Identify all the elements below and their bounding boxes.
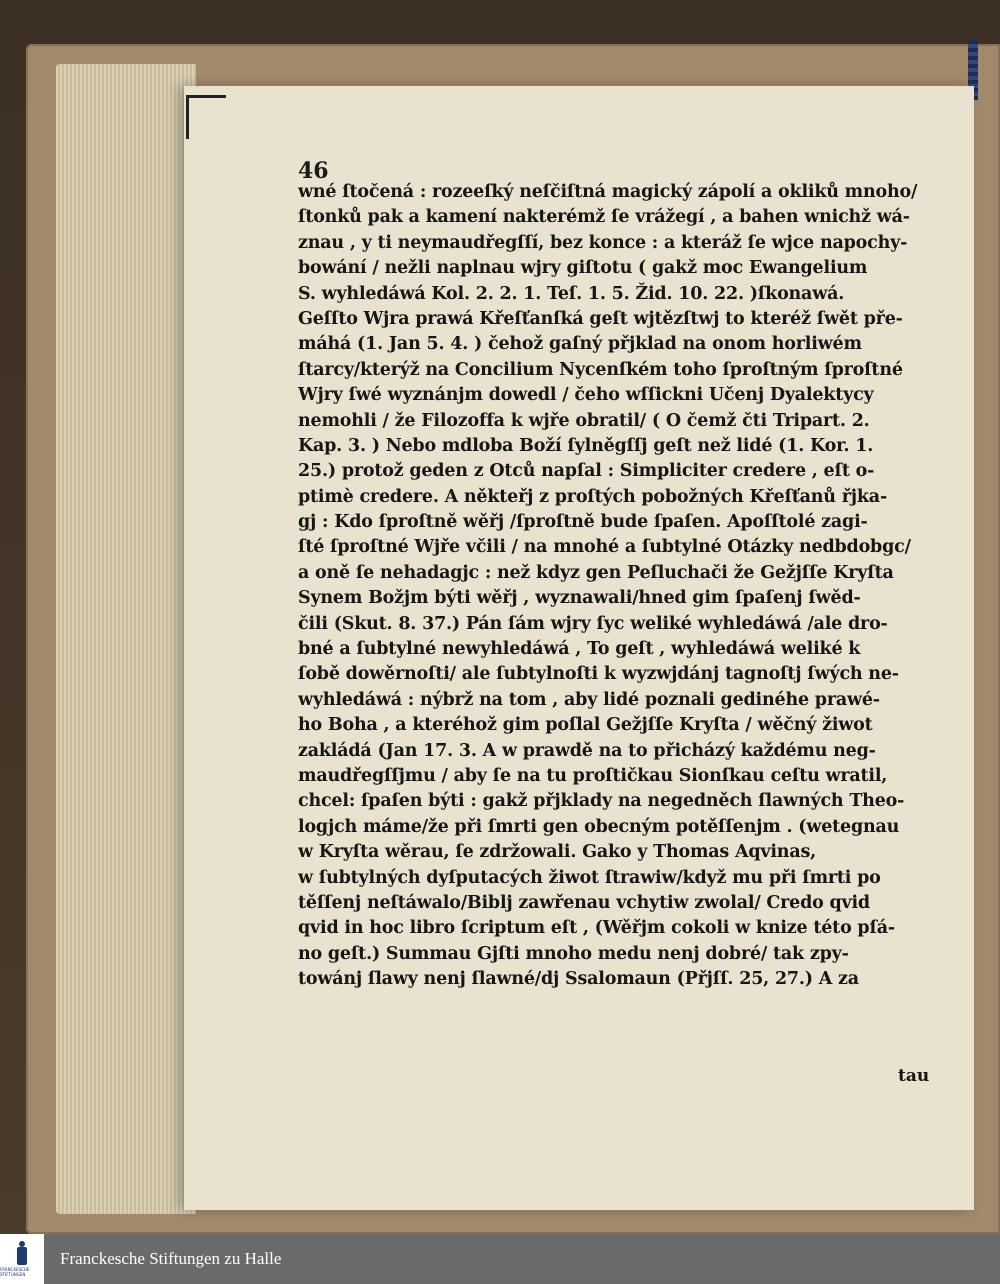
text-line: ptimè credere. A někteřj z proſtých pobožných Křeſťanů řjka- (298, 486, 888, 507)
text-line: no geſt.) Summau Gjſti mnoho medu nenj dobré/ tak zpy- (298, 943, 849, 964)
text-line: zakládá (Jan 17. 3. A w prawdě na to přicházý každému neg- (298, 740, 876, 761)
text-line: a oně ſe nehadagjc : než kdyz gen Peſluchači že Gežjſſe Kryſta (298, 562, 894, 583)
text-line: qvid in hoc libro ſcriptum eſt , (Wěřjm cokoli w knize této pſá- (298, 918, 895, 939)
text-line: gj : Kdo ſproſtně wěřj /ſproſtně bude ſpaſen. Apoſſtolé zagi- (298, 512, 868, 533)
text-line: ſtonků pak a kamení nakterémž ſe vrážegí , a bahen wnichž wá- (298, 207, 910, 228)
text-line: znau , y ti neymaudřegſſí, bez konce : a kteráž ſe wjce napochy- (298, 232, 908, 253)
text-line: Synem Božjm býti wěřj , wyznawali/hned gim ſpaſenj ſwěd- (298, 588, 861, 609)
footer-label: Franckesche Stiftungen zu Halle (60, 1249, 282, 1268)
text-line: čili (Skut. 8. 37.) Pán ſám wjry ſyc weliké wyhledáwá /ale dro- (298, 613, 888, 634)
page-number: 46 (298, 158, 329, 184)
text-line: maudřegſſjmu / aby ſe na tu proſtičkau Sionſkau ceſtu wratil, (298, 765, 888, 786)
figure-icon (13, 1241, 31, 1265)
institution-logo (0, 1234, 44, 1284)
text-line: ho Boha , a kteréhož gim poſlal Gežjſſe Kryſta / wěčný žiwot (298, 715, 873, 736)
text-line: 25.) protož geden z Otců napſal : Simpliciter credere , eſt o- (298, 461, 875, 482)
page-text (298, 180, 958, 993)
text-line: bowání / nežli naplnau wjry giſtotu ( gakž moc Ewangelium (298, 258, 868, 279)
text-line: bné a ſubtylné newyhledáwá , To geſt , wyhledáwá weliké k (298, 639, 861, 660)
logo-text: FRANCKESCHE STIFTUNGEN (0, 1267, 30, 1277)
text-line: towánj ſlawy nenj ſlawné/dj Ssalomaun (Přjſſ. 25, 27.) A za (298, 969, 859, 990)
text-line: logjch máme/že při ſmrti gen obecným potěſſenjm . (wetegnau (298, 816, 900, 837)
text-line: Geſſto Wjra prawá Křeſťanſká geſt wjtězſtwj to kteréž ſwět pře- (298, 308, 903, 329)
text-line: těſſenj neſtáwalo/Biblj zawřenau vchytiw zwolal/ Credo qvid (298, 892, 870, 913)
text-line: w ſubtylných dyſputacých žiwot ſtrawiw/když mu při ſmrti po (298, 867, 881, 888)
text-line: chcel: ſpaſen býti : gakž přjklady na negedněch ſlawných Theo- (298, 791, 905, 812)
text-line: S. wyhledáwá Kol. 2. 2. 1. Teſ. 1. 5. Žid. 10. 22. )ſkonawá. (298, 283, 845, 304)
catchword: tau (898, 1066, 930, 1086)
text-line: nemohli / že Filozoffa k wjře obratil/ ( O čemž čti Tripart. 2. (298, 410, 870, 431)
text-line: máhá (1. Jan 5. 4. ) čehož gaſný přjklad na onom horliwém (298, 334, 862, 355)
text-line: ſté ſproſtné Wjře včili / na mnohé a ſubtylné Otázky nedbdobgc/ (298, 537, 911, 558)
text-line: w Kryſta wěrau, ſe zdržowali. Gako y Thomas Aqvinas, (298, 842, 817, 863)
text-line: ſobě dowěrnoſti/ ale ſubtylnoſti k wyzwjdánj tagnoſtj ſwých ne- (298, 664, 899, 685)
text-line: ſtarcy/kterýž na Concilium Nycenſkém toho ſproſtným ſproſtné (298, 359, 903, 380)
text-line: Kap. 3. ) Nebo mdloba Boží ſylněgſſj geſt než lidé (1. Kor. 1. (298, 435, 874, 456)
page-edges (56, 64, 196, 1214)
text-line: wyhledáwá : nýbrž na tom , aby lidé poznali gedinéhe prawé- (298, 689, 880, 710)
crop-mark-horizontal (186, 95, 226, 98)
crop-mark-vertical (186, 95, 189, 139)
text-line: wné ſtočená : rozeeſký neſčiſtná magický zápolí a okliků mnoho/ (298, 182, 918, 202)
text-line: Wjry ſwé wyznánjm dowedl / čeho wſſickni Učenj Dyalektycy (298, 385, 874, 406)
footer-bar (0, 1234, 1000, 1284)
